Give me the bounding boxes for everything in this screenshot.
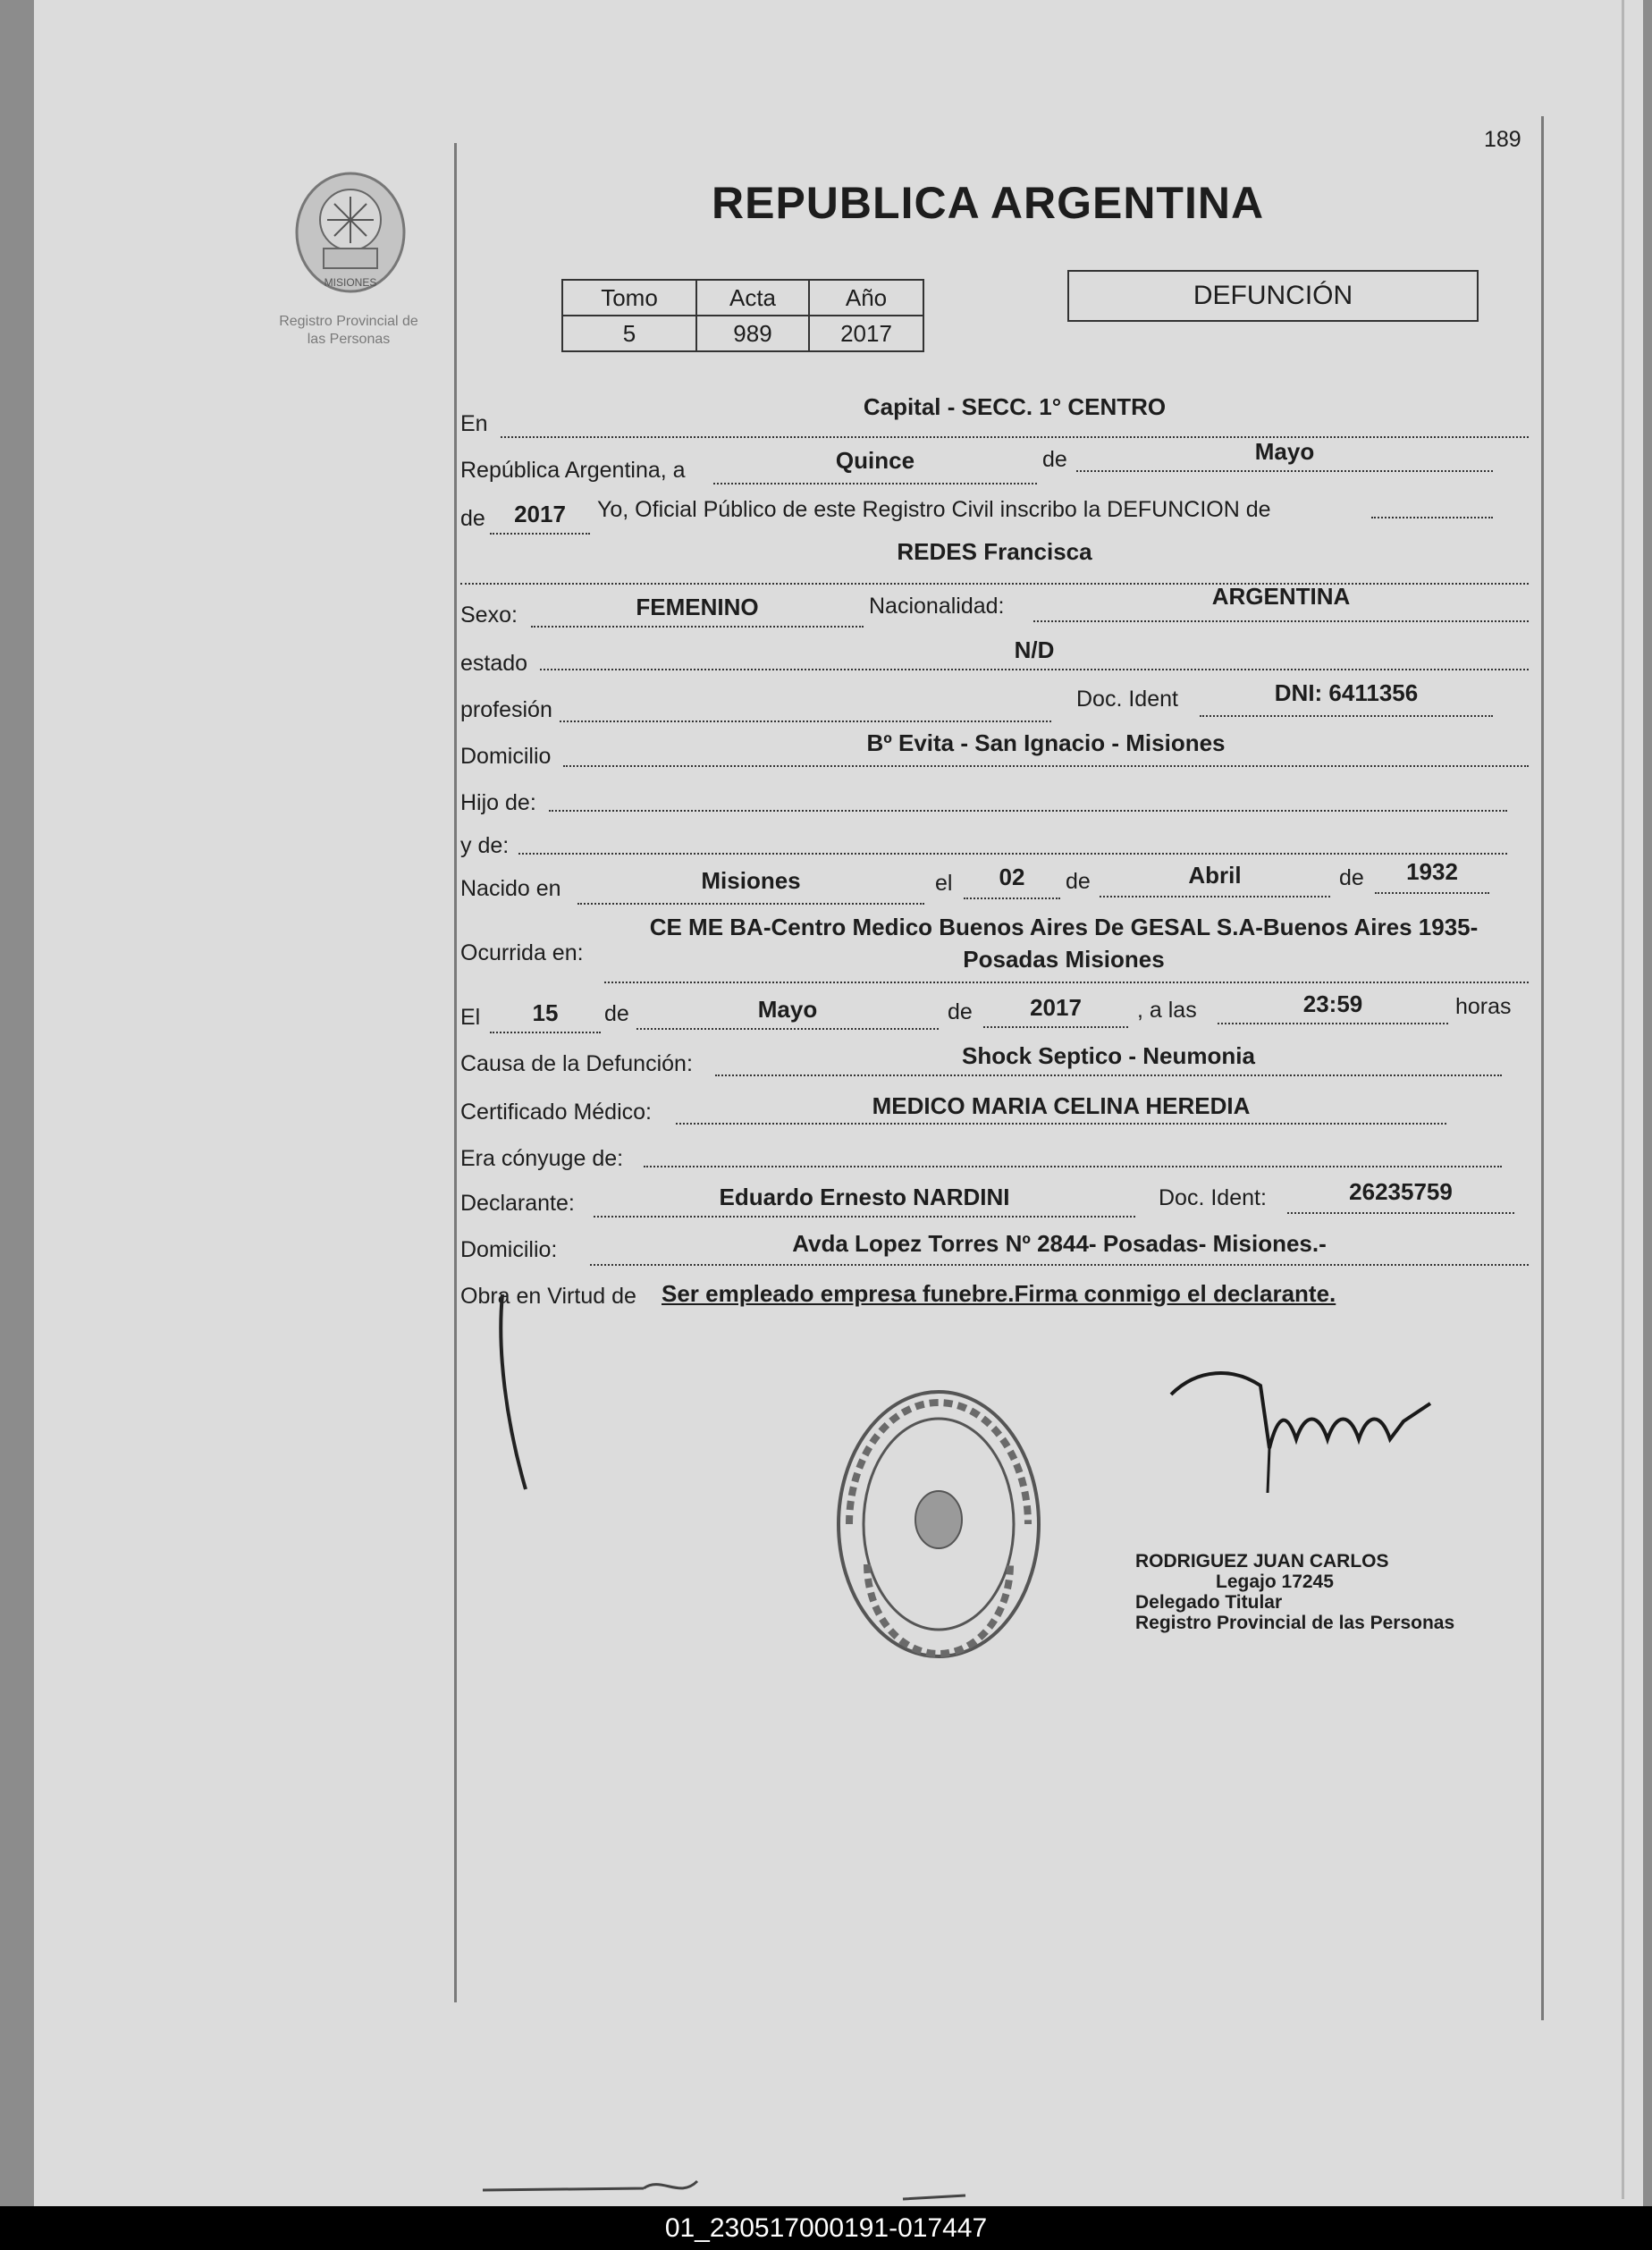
decl-domicilio-label: Domicilio: [460,1237,558,1262]
causa-label: Causa de la Defunción: [460,1051,693,1076]
record-number-table [561,279,924,352]
death-month-value: Mayo [757,996,818,1023]
domicilio-label: Domicilio [460,744,552,769]
obra-value: Ser empleado empresa funebre.Firma conmigo el declarante. [662,1280,1336,1307]
y-de-label: y de: [460,833,510,858]
profesion-dotted-line [560,721,1051,722]
nacionalidad-dotted-line [1033,620,1529,622]
death-day-dotted-line [490,1032,601,1033]
month-value: Mayo [1254,438,1315,465]
tomo-value: 5 [562,316,696,351]
estado-value: N/D [1014,636,1055,663]
death-de1-label: de [604,1001,629,1026]
year-prefix-label: de [460,506,485,531]
ano-header: Año [809,280,923,316]
doc-ident-value: DNI: 6411356 [1274,679,1419,706]
death-de2-label: de [948,999,973,1024]
oficial-dotted-line [1371,517,1493,518]
decl-doc-value: 26235759 [1349,1178,1453,1205]
hijo-label: Hijo de: [460,790,536,815]
nacido-dotted-line [577,903,924,905]
doc-ident-label: Doc. Ident [1076,687,1178,712]
decl-doc-label: Doc. Ident: [1159,1185,1267,1210]
crest-caption [259,313,438,349]
death-el-label: El [460,1005,481,1030]
conyuge-dotted-line [644,1166,1502,1167]
birth-year-dotted-line [1375,892,1489,894]
record-type-box: DEFUNCIÓN [1067,270,1479,322]
year-value: 2017 [514,501,566,527]
death-day-value: 15 [532,999,559,1026]
a-las-label: , a las [1137,998,1197,1023]
ocurrida-line1: CE ME BA-Centro Medico Buenos Aires De GESAL S.A-Buenos Aires 1935- [649,914,1479,940]
birth-month-dotted-line [1100,896,1330,897]
outer-right-edge [1622,0,1624,2199]
page-number: 189 [1484,127,1521,152]
month-dotted-line [1076,470,1493,472]
decl-doc-dotted-line [1287,1212,1514,1214]
deceased-name: REDES Francisca [897,538,1092,565]
signatory-legajo: Legajo 17245 [1216,1572,1334,1592]
causa-dotted-line [715,1074,1502,1076]
tomo-header: Tomo [562,280,696,316]
record-value-row [562,316,923,351]
en-value: Capital - SECC. 1° CENTRO [863,393,1167,420]
birth-de2-label: de [1339,865,1364,890]
en-label: En [460,411,488,436]
month-de-label: de [1042,447,1067,472]
declarante-label: Declarante: [460,1191,575,1216]
decl-domicilio-value: Avda Lopez Torres Nº 2844- Posadas- Misiones.- [792,1230,1327,1257]
nacionalidad-value: ARGENTINA [1211,583,1351,610]
day-value: Quince [835,447,915,474]
crest-caption-line2: las Personas [307,332,391,347]
day-dotted-line [713,483,1037,485]
ano-value: 2017 [809,316,923,351]
decl-domicilio-dotted-line [590,1264,1529,1266]
scan-footer-id: 01_230517000191-017447 [0,2206,1652,2250]
declarante-value: Eduardo Ernesto NARDINI [719,1184,1010,1210]
official-signature [1162,1359,1448,1502]
profesion-label: profesión [460,697,552,722]
birth-de1-label: de [1066,869,1091,894]
causa-value: Shock Septico - Neumonia [962,1042,1255,1069]
nacido-label: Nacido en [460,876,561,901]
signatory-block [1135,1551,1454,1633]
domicilio-dotted-line [563,765,1529,767]
estado-label: estado [460,651,528,676]
death-time-dotted-line [1218,1023,1448,1024]
death-time-value: 23:59 [1302,990,1363,1017]
certificado-dotted-line [676,1123,1446,1125]
sexo-label: Sexo: [460,603,518,628]
nacionalidad-label: Nacionalidad: [869,594,1005,619]
document-title: REPUBLICA ARGENTINA [712,178,1265,228]
pen-stroke-mark [490,1287,544,1502]
signatory-role: Delegado Titular [1135,1592,1283,1613]
birth-day-value: 02 [999,864,1025,890]
obra-label: Obra en Virtud de [460,1284,636,1309]
signatory-name: RODRIGUEZ JUAN CARLOS [1135,1551,1389,1572]
birth-day-dotted-line [964,897,1060,899]
estado-dotted-line [540,669,1529,670]
ocurrida-line2: Posadas Misiones [963,946,1165,973]
right-margin-rule [1541,116,1544,2020]
registry-stamp-icon [831,1386,1046,1663]
domicilio-value: Bº Evita - San Ignacio - Misiones [866,729,1226,756]
crest-caption-line1: Registro Provincial de [279,314,418,329]
ocurrida-dotted-line [604,982,1529,983]
declarante-dotted-line [594,1216,1135,1218]
acta-value: 989 [696,316,809,351]
sexo-dotted-line [531,626,864,628]
year-dotted-line [490,533,590,535]
certificado-label: Certificado Médico: [460,1100,652,1125]
y-de-dotted-line [518,853,1507,855]
birth-el-label: el [935,871,953,896]
death-year-value: 2017 [1030,994,1082,1021]
nacido-value: Misiones [701,867,801,894]
birth-month-value: Abril [1188,862,1242,889]
sexo-value: FEMENINO [636,594,759,620]
province-crest-icon [284,161,417,304]
republica-label: República Argentina, a [460,458,686,483]
death-year-dotted-line [983,1026,1128,1028]
conyuge-label: Era cónyuge de: [460,1146,624,1171]
bottom-edge-scribble [483,2172,1019,2206]
hijo-dotted-line [549,810,1507,812]
birth-year-value: 1932 [1406,858,1458,885]
horas-label: horas [1455,994,1512,1019]
oficial-text: Yo, Oficial Público de este Registro Civil inscribo la DEFUNCION de [597,497,1271,522]
acta-header: Acta [696,280,809,316]
left-margin-rule [454,143,457,2002]
death-month-dotted-line [636,1028,939,1030]
certificado-value: MEDICO MARIA CELINA HEREDIA [872,1092,1251,1119]
crest-emblem-text: MISIONES [324,276,377,289]
ocurrida-label: Ocurrida en: [460,940,584,965]
record-header-row [562,280,923,316]
doc-ident-dotted-line [1200,715,1493,717]
signatory-office: Registro Provincial de las Personas [1135,1613,1455,1633]
